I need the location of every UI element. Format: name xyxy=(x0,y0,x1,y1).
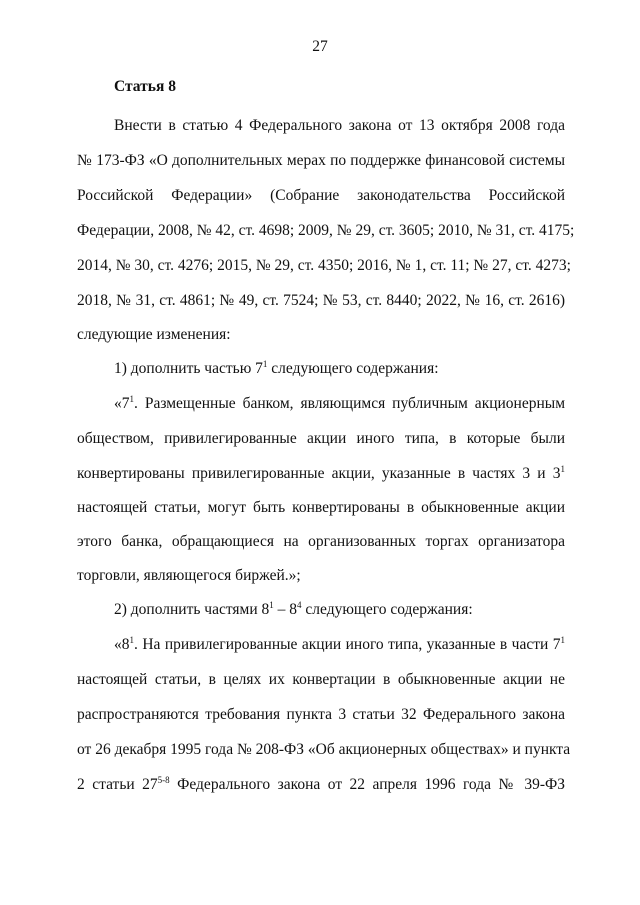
item-2-text: 2) дополнить частями 8 xyxy=(114,601,270,618)
quote-2-text: «8 xyxy=(114,636,130,653)
quote-2-line-1 xyxy=(114,636,565,654)
quote-2-line-4: от 26 декабря 1995 года № 208-ФЗ «Об акционерных обществах» и пункта xyxy=(77,741,571,758)
intro-line-5: 2014, № 30, ст. 4276; 2015, № 29, ст. 4350; 2016, № 1, ст. 11; № 27, ст. 4273; xyxy=(77,257,571,274)
quote-1-line-6: торговли, являющегося биржей.»; xyxy=(77,567,301,584)
intro-line-6: 2018, № 31, ст. 4861; № 49, ст. 7524; № 53, ст. 8440; 2022, № 16, ст. 2616) xyxy=(77,292,565,309)
item-1 xyxy=(114,360,439,378)
quote-1-line-1 xyxy=(114,395,565,413)
item-2 xyxy=(114,601,473,619)
item-1-text-end: следующего содержания: xyxy=(267,360,439,377)
article-heading: Статья 8 xyxy=(114,78,176,95)
quote-2-line-3: распространяются требования пункта 3 статьи 32 Федерального закона xyxy=(77,706,565,723)
intro-line-7: следующие изменения: xyxy=(77,326,231,343)
item-2-superscript-1: 1 xyxy=(269,600,274,610)
intro-line-2: № 173-ФЗ «О дополнительных мерах по поддержке финансовой системы xyxy=(77,152,565,169)
quote-1-line-3-superscript: 1 xyxy=(560,464,565,474)
page-number: 27 xyxy=(312,38,328,55)
quote-1-line-5: этого банка, обращающиеся на организованных торгах организатора xyxy=(77,533,565,550)
quote-2-superscript-2: 1 xyxy=(560,635,565,645)
quote-2-superscript: 1 xyxy=(129,635,134,645)
quote-2-line-5-text-end: Федерального закона от 22 апреля 1996 года № 39-ФЗ xyxy=(169,776,565,793)
intro-line-4: Федерации, 2008, № 42, ст. 4698; 2009, № 29, ст. 3605; 2010, № 31, ст. 4175; xyxy=(77,222,575,239)
item-1-text: 1) дополнить частью 7 xyxy=(114,360,263,377)
quote-1-line-3-text: конвертированы привилегированные акции, указанные в частях 3 и 3 xyxy=(77,465,561,482)
intro-line-3: Российской Федерации» (Собрание законодательства Российской xyxy=(77,187,565,204)
item-2-text-end: следующего содержания: xyxy=(301,601,473,618)
quote-2-line-5 xyxy=(77,776,565,794)
quote-2-text-mid: . На привилегированные акции иного типа, указанные в части 7 xyxy=(134,636,561,653)
quote-1-line-4: настоящей статьи, могут быть конвертированы в обыкновенные акции xyxy=(77,499,565,516)
item-2-dash: – 8 xyxy=(273,601,298,618)
quote-1-superscript: 1 xyxy=(129,394,134,404)
quote-1-text: «7 xyxy=(114,395,130,412)
item-1-superscript: 1 xyxy=(262,359,268,369)
quote-1-text-end: . Размещенные банком, являющимся публичным акционерным xyxy=(134,395,565,412)
quote-2-line-5-superscript: 5-8 xyxy=(157,775,170,785)
item-2-superscript-2: 4 xyxy=(297,600,302,610)
quote-2-line-2: настоящей статьи, в целях их конвертации в обыкновенные акции не xyxy=(77,671,565,688)
quote-1-line-2: обществом, привилегированные акции иного типа, в которые были xyxy=(77,430,565,447)
intro-line-1: Внести в статью 4 Федерального закона от 13 октября 2008 года xyxy=(114,117,565,134)
quote-2-line-5-text: 2 статьи 27 xyxy=(77,776,158,793)
quote-1-line-3 xyxy=(77,465,565,483)
